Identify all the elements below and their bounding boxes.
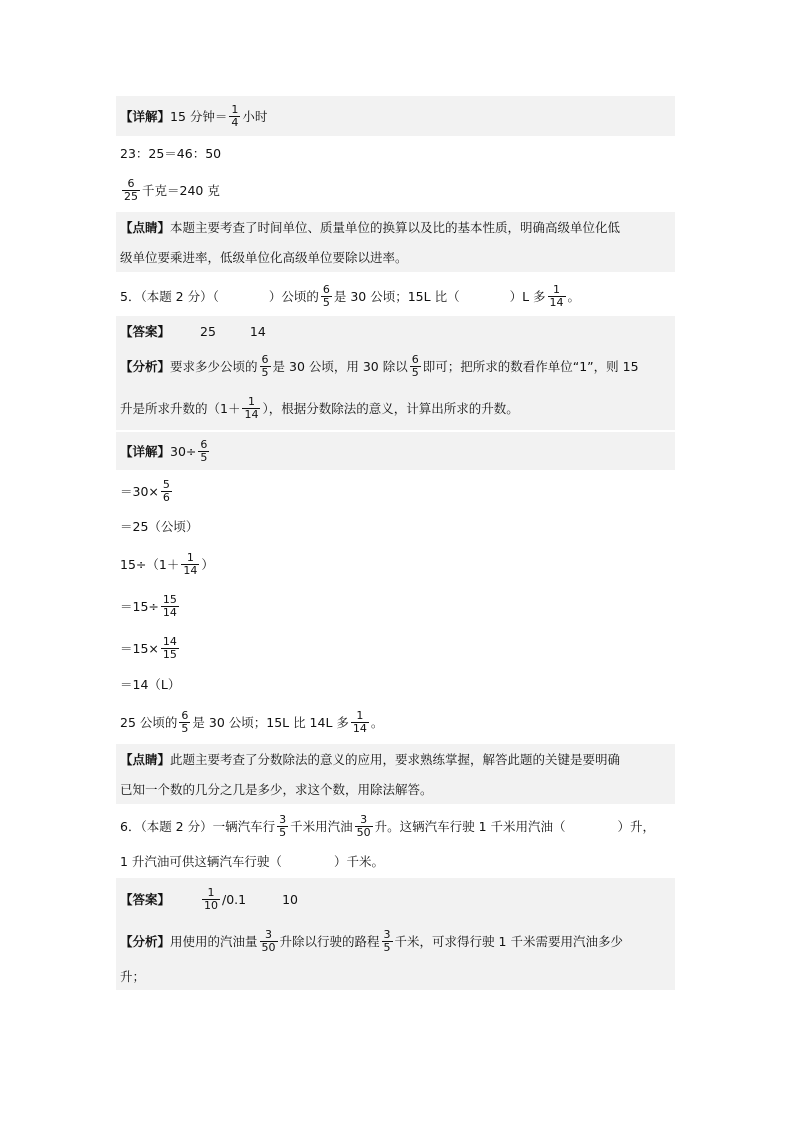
analysis-label: 【分析】 bbox=[120, 359, 171, 374]
text: 即可；把所求的数看作单位“1”，则 15 bbox=[422, 359, 639, 374]
text: 级单位要乘进率，低级单位化高级单位要除以进率。 bbox=[120, 250, 408, 265]
detail-label: 【详解】 bbox=[120, 109, 171, 124]
text: 用使用的汽油量 bbox=[170, 934, 258, 949]
fraction: $\frac{3}{50}$ bbox=[261, 927, 276, 954]
text: 是 30 公顷，用 30 除以 bbox=[272, 359, 408, 374]
text: 15 分钟＝ bbox=[170, 109, 228, 124]
q5-step2 bbox=[116, 514, 675, 538]
q5-conclusion bbox=[116, 702, 675, 742]
text: 千米用汽油 bbox=[290, 819, 353, 834]
q5-analysis-line2 bbox=[116, 386, 675, 430]
fraction: $\frac{3}{5}$ bbox=[383, 927, 391, 954]
fraction: $\frac{1}{14}$ bbox=[244, 394, 259, 421]
text: 本题主要考查了时间单位、质量单位的换算以及比的基本性质，明确高级单位化低 bbox=[170, 220, 621, 235]
fraction: $\frac{1}{14}$ bbox=[549, 282, 564, 309]
q5-step6 bbox=[116, 672, 675, 696]
q6-stem-line2 bbox=[116, 848, 675, 874]
fraction: $\frac{15}{14}$ bbox=[162, 592, 177, 619]
fraction: $\frac{6}{5}$ bbox=[261, 352, 269, 379]
text: 1 升汽油可供这辆汽车行驶（ bbox=[120, 854, 282, 869]
text: 此题主要考查了分数除法的意义的应用，要求熟练掌握，解答此题的关键是要明确 bbox=[170, 752, 621, 767]
answer-value: 10 bbox=[282, 891, 299, 907]
text: 23：25＝46：50 bbox=[120, 146, 222, 161]
answer-value: /0.1 bbox=[222, 891, 247, 907]
text: 6．（本题 2 分）一辆汽车行 bbox=[120, 819, 276, 834]
q5-step3 bbox=[116, 544, 675, 584]
text: 升是所求升数的（1＋ bbox=[120, 401, 241, 416]
text: ＝25（公顷） bbox=[120, 519, 199, 534]
text: 升除以行驶的路程 bbox=[279, 934, 380, 949]
text: ），根据分数除法的意义，计算出所求的升数。 bbox=[262, 401, 519, 416]
text: 千米，可求得行驶 1 千米需要用汽油多少 bbox=[394, 934, 623, 949]
text: 是 30 公顷；15L 比（ bbox=[333, 289, 460, 304]
text: ）L 多 bbox=[509, 289, 546, 304]
note-label: 【点睛】 bbox=[120, 220, 171, 235]
q5-step5 bbox=[116, 628, 675, 668]
q6-stem-line1 bbox=[116, 806, 675, 846]
q6-analysis-line2 bbox=[116, 962, 675, 990]
answer-value: 25 bbox=[200, 323, 216, 339]
text: 是 30 公顷；15L 比 14L 多 bbox=[192, 715, 349, 730]
text: ） bbox=[201, 557, 214, 572]
q6-answer bbox=[116, 878, 675, 920]
text: 。 bbox=[567, 289, 581, 304]
fraction: $\frac{3}{5}$ bbox=[279, 812, 287, 839]
text: ）千米。 bbox=[333, 854, 384, 869]
q5-step4 bbox=[116, 586, 675, 626]
q6-analysis-line1 bbox=[116, 920, 675, 962]
fraction: $\frac{1}{10}$ bbox=[204, 885, 219, 912]
q5-detail bbox=[116, 432, 675, 470]
fraction: $\frac{6}{5}$ bbox=[322, 282, 330, 309]
q5-stem bbox=[116, 276, 675, 316]
q4-note-line1 bbox=[116, 212, 675, 242]
text: 25 公顷的 bbox=[120, 715, 178, 730]
answer-label: 【答案】 bbox=[120, 324, 171, 339]
q4-detail bbox=[116, 96, 675, 136]
text: 15÷（1＋ bbox=[120, 557, 180, 572]
fraction: $\frac{5}{6}$ bbox=[162, 477, 170, 504]
q5-analysis-line1 bbox=[116, 346, 675, 386]
text: 小时 bbox=[242, 109, 268, 124]
text: ＝15÷ bbox=[120, 599, 159, 614]
text: ）升， bbox=[617, 819, 656, 834]
fraction: $\frac{6}{25}$ bbox=[124, 176, 138, 203]
q4-note-line2 bbox=[116, 242, 675, 272]
fraction: $\frac{6}{5}$ bbox=[200, 437, 208, 464]
analysis-label: 【分析】 bbox=[120, 934, 171, 949]
fraction: $\frac{1}{14}$ bbox=[352, 708, 367, 735]
text: 。 bbox=[370, 715, 384, 730]
q5-step1 bbox=[116, 472, 675, 510]
fraction: $\frac{3}{50}$ bbox=[356, 812, 371, 839]
fraction: $\frac{1}{14}$ bbox=[183, 550, 198, 577]
detail-label: 【详解】 bbox=[120, 444, 171, 459]
text: 30÷ bbox=[170, 443, 197, 459]
fraction: $\frac{6}{5}$ bbox=[181, 708, 189, 735]
text: 要求多少公顷的 bbox=[170, 359, 258, 374]
text: 已知一个数的几分之几是多少，求这个数，用除法解答。 bbox=[120, 782, 433, 797]
fraction: $\frac{1}{4}$ bbox=[231, 102, 239, 129]
text: 升； bbox=[120, 969, 146, 984]
q4-ratio bbox=[116, 142, 675, 164]
answer-value: 14 bbox=[249, 323, 266, 339]
text: ＝14（L） bbox=[120, 677, 181, 692]
text: 千克＝240 克 bbox=[142, 183, 220, 198]
fraction: $\frac{6}{5}$ bbox=[411, 352, 419, 379]
q5-note-line2 bbox=[116, 774, 675, 804]
answer-label: 【答案】 bbox=[120, 892, 171, 907]
q5-note-line1 bbox=[116, 744, 675, 774]
q4-mass bbox=[116, 170, 675, 210]
note-label: 【点睛】 bbox=[120, 752, 171, 767]
q5-answer bbox=[116, 316, 675, 346]
text: 升。这辆汽车行驶 1 千米用汽油（ bbox=[374, 819, 566, 834]
fraction: $\frac{14}{15}$ bbox=[162, 634, 177, 661]
text: ）公顷的 bbox=[268, 289, 319, 304]
text: ＝30× bbox=[120, 484, 159, 499]
text: ＝15× bbox=[120, 641, 159, 656]
text: 5．（本题 2 分）（ bbox=[120, 289, 219, 304]
